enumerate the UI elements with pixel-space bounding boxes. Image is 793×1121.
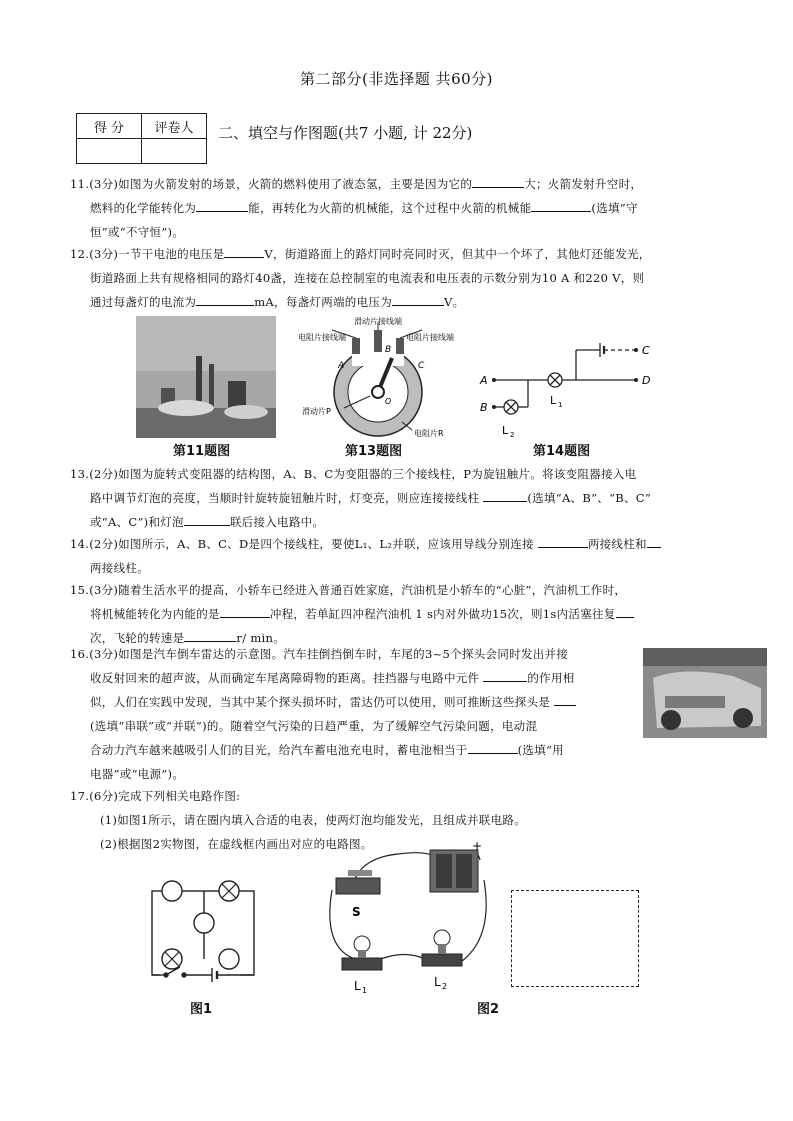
label-res-sheet: 电阻片R [414,429,444,438]
label-C: C [418,361,425,371]
label-L1: L [354,979,361,993]
fig14-caption: 第14题图 [533,444,591,459]
answer-blank[interactable] [184,628,236,642]
score-header: 得 分 [77,114,142,139]
label-C: C [642,344,650,357]
fig11-caption: 第11题图 [173,444,231,459]
car-reversing-radar-photo [643,648,767,738]
answer-blank[interactable] [483,488,527,502]
score-table [76,113,207,164]
grader-header: 评卷人 [142,114,207,139]
meter-circle[interactable] [162,881,182,901]
answer-blank[interactable] [392,292,444,306]
label-L1: L [550,394,557,407]
figure-2-physical-circuit [318,840,498,1000]
terminal-circuit-diagram [476,336,666,446]
fig2-caption: 图2 [477,1002,500,1017]
label-L2: L [502,424,509,437]
question-15: 15.(3分)随着生活水平的提高，小轿车已经进入普通百姓家庭，汽油机是小轿车的“心脏”，汽油机工作时， 将机械能转化为内能的是 冲程，若单缸四冲程汽油机 1 s内对外做功15次，则1s内活塞往复 次，飞轮的转速是 r/ min。 [70,578,734,650]
label-S: S [352,905,361,919]
label-L2-sub: 2 [442,982,448,991]
question-17: 17.(6分)完成下列相关电路作图: (1)如图1所示，请在圈内填入合适的电表，使两灯泡均能发光，且组成并联电路。 (2)根据图2实物图，在虚线框内画出对应的电路图。 [70,789,527,851]
rocket-launch-photo [136,316,276,438]
label-L1-sub: 1 [362,986,368,995]
meter-circle[interactable] [219,949,239,969]
label-slider: 滑动片P [302,407,331,416]
question-13: 13.(2分)如图为旋转式变阻器的结构图，A、B、C为变阻器的三个接线柱，P为旋钮触片。将该变阻器接入电 路中调节灯泡的亮度，当顺时针旋转旋钮触片时，灯变亮，则应连接接线柱 (选填“A、B”、“B、C” 或“A、C”)和灯泡 联后接入电路中。 [70,467,652,529]
question-12: 12.(3分)一节干电池的电压是 V，街道路面上的路灯同时亮同时灭，但其中一个坏了，其他灯还能发光， 街道路面上共有规格相同的路灯40盏，连接在总控制室的电流表和电压表的示数分别为10 A 和220 V，则 通过每盏灯的电流为 mA，每盏灯两端的电压为 V。 [70,242,734,314]
answer-blank[interactable] [224,244,264,258]
question-11: 11.(3分)如图为火箭发射的场景，火箭的燃料使用了液态氢，主要是因为它的 大；火箭发射升空时， 燃料的化学能转化为 能，再转化为火箭的机械能，这个过程中火箭的机械能 (选填“守 恒”或“不守恒”)。 [70,172,734,244]
answer-blank[interactable] [468,740,518,754]
label-A: A [480,374,488,387]
label-L1-sub: 1 [558,401,563,409]
label-O: O [385,397,392,406]
label-B: B [480,401,488,414]
answer-blank[interactable] [196,198,248,212]
label-res-terminal-right: 电阻片接线端 [406,333,454,342]
answer-blank[interactable] [220,604,270,618]
fig1-caption: 图1 [190,1002,213,1017]
answer-blank[interactable] [483,668,527,682]
circuit-drawing-box[interactable] [511,890,639,987]
label-B: B [385,345,392,355]
meter-circle[interactable] [194,913,214,933]
answer-blank[interactable] [647,534,661,548]
label-L2: L [434,975,441,989]
score-cell[interactable] [77,139,142,164]
answer-blank[interactable] [472,174,524,188]
answer-blank[interactable] [538,534,588,548]
section-heading: 二、填空与作图题(共7 小题, 计 22分) [218,124,473,142]
label-res-terminal-left: 电阻片接线端 [298,333,346,342]
label-L2-sub: 2 [510,431,515,439]
label-slider-terminal: 滑动片接线端 [354,317,402,326]
grader-cell[interactable] [142,139,207,164]
fig13-caption: 第13题图 [345,444,403,459]
question-14: 14.(2分)如图所示，A、B、C、D是四个接线柱，要使L₁、L₂并联，应该用导线分别连接 两接线柱和 两接线柱。 [70,532,734,580]
answer-blank[interactable] [184,512,230,526]
question-16: 16.(3分)如图是汽车倒车雷达的示意图。汽车挂倒挡倒车时，车尾的3~5个探头会同时发出并接 收反射回来的超声波，从而确定车尾离障碍物的距离。挂挡器与电路中元件 的作用相 似，人们在实践中发现，当其中某个探头损坏时，雷达仍可以使用，则可推断这些探头是 (选填“串联”或“并联”)的。随着空气污染的日趋严重，为了缓解空气污染问题，电动混 合动力汽车越来越吸引人们的目光，给汽车蓄电池充电时，蓄电池相当于 (选填“用 电器”或“电源”)。 [70,647,575,781]
answer-blank[interactable] [531,198,591,212]
label-plus: + [472,840,483,853]
label-A: A [338,361,345,371]
answer-blank[interactable] [554,692,576,706]
answer-blank[interactable] [196,292,254,306]
figure-1-circuit [140,875,270,995]
label-D: D [642,374,651,387]
rotary-rheostat-diagram [292,316,470,441]
answer-blank[interactable] [616,604,634,618]
part-title: 第二部分(非选择题 共60分) [299,70,494,88]
